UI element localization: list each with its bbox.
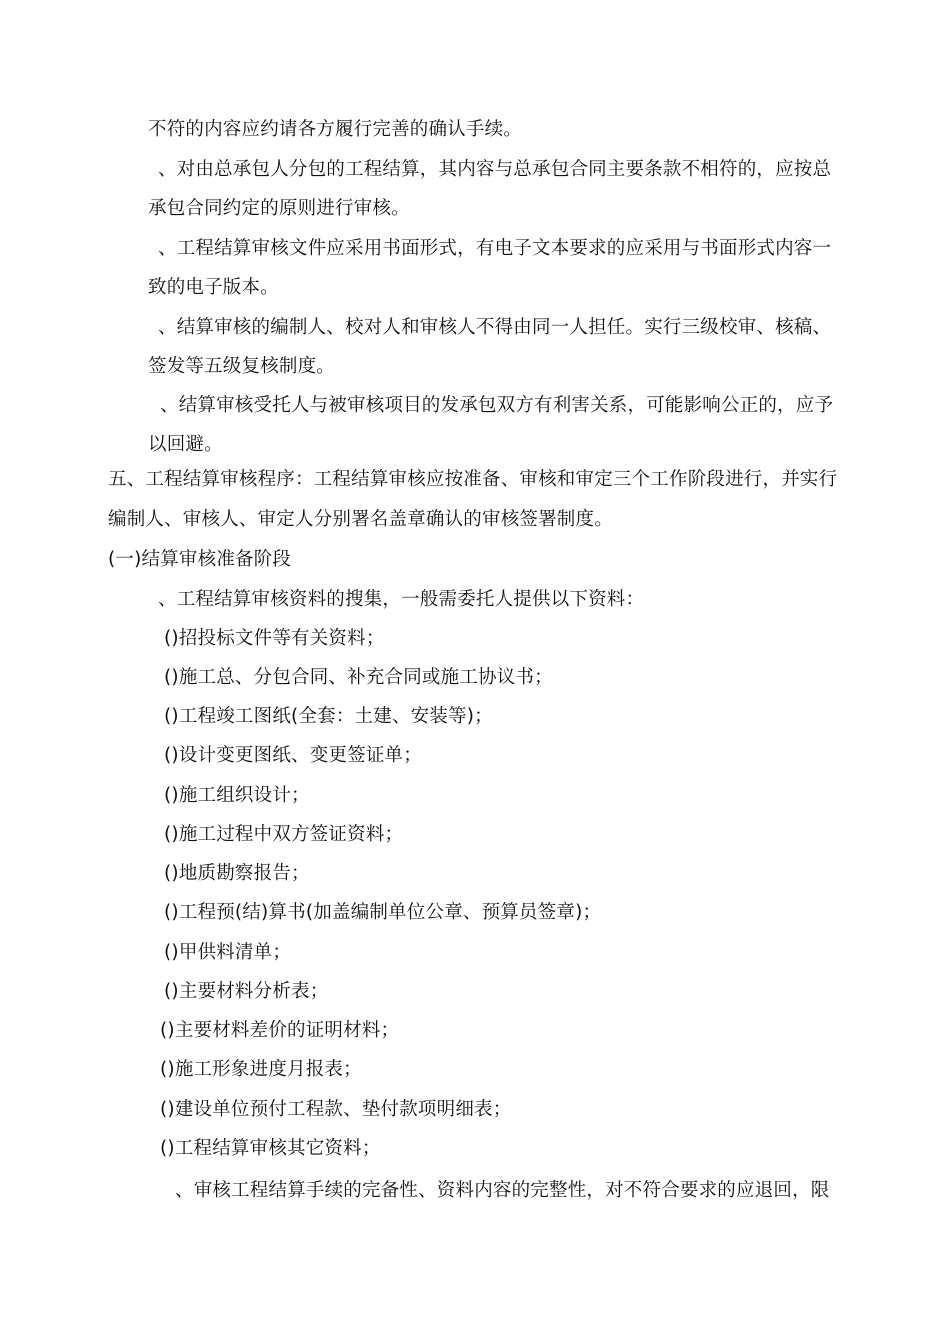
text-line-6: 、结算审核的编制人、校对人和审核人不得由同一人担任。实行三级校审、核稿、 — [158, 317, 832, 338]
section-heading: (一)结算审核准备阶段 — [108, 549, 292, 570]
text-line-1: 不符的内容应约请各方履行完善的确认手续。 — [148, 119, 523, 140]
list-item-1: ()招投标文件等有关资料； — [164, 628, 385, 649]
text-line-2: 、对由总承包人分包的工程结算，其内容与总承包合同主要条款不相符的，应按总 — [158, 159, 832, 180]
list-item-10: ()主要材料分析表； — [164, 981, 329, 1002]
text-line-10: 五、工程结算审核程序：工程结算审核应按准备、审核和审定三个工作阶段进行，并实行 — [108, 469, 838, 490]
list-item-5: ()施工组织设计； — [164, 785, 310, 806]
list-item-7: ()地质勘察报告； — [164, 863, 310, 884]
text-line-11: 编制人、审核人、审定人分别署名盖章确认的审核签署制度。 — [108, 509, 613, 530]
list-item-14: ()工程结算审核其它资料； — [160, 1138, 381, 1159]
list-item-12: ()施工形象进度月报表； — [160, 1059, 362, 1080]
list-item-2: ()施工总、分包合同、补充合同或施工协议书； — [164, 667, 553, 688]
list-item-8: ()工程预(结)算书(加盖编制单位公章、预算员签章)； — [164, 902, 602, 923]
text-line-9: 以回避。 — [148, 434, 223, 455]
text-line-13: 、工程结算审核资料的搜集，一般需委托人提供以下资料： — [158, 589, 645, 610]
text-line-8: 、结算审核受托人与被审核项目的发承包双方有利害关系，可能影响公正的，应予 — [160, 395, 834, 416]
text-line-3: 承包合同约定的原则进行审核。 — [148, 198, 410, 219]
list-item-11: ()主要材料差价的证明材料； — [160, 1020, 400, 1041]
text-line-4: 、工程结算审核文件应采用书面形式，有电子文本要求的应采用与书面形式内容一 — [158, 238, 832, 259]
text-line-5: 致的电子版本。 — [148, 277, 279, 298]
text-line-28: 、审核工程结算手续的完备性、资料内容的完整性，对不符合要求的应退回，限 — [175, 1180, 830, 1201]
list-item-13: ()建设单位预付工程款、垫付款项明细表； — [160, 1099, 512, 1120]
text-line-7: 签发等五级复核制度。 — [148, 356, 336, 377]
list-item-4: ()设计变更图纸、变更签证单； — [164, 745, 422, 766]
list-item-9: ()甲供料清单； — [164, 942, 292, 963]
list-item-3: ()工程竣工图纸(全套：土建、安装等)； — [164, 706, 493, 727]
list-item-6: ()施工过程中双方签证资料； — [164, 824, 404, 845]
